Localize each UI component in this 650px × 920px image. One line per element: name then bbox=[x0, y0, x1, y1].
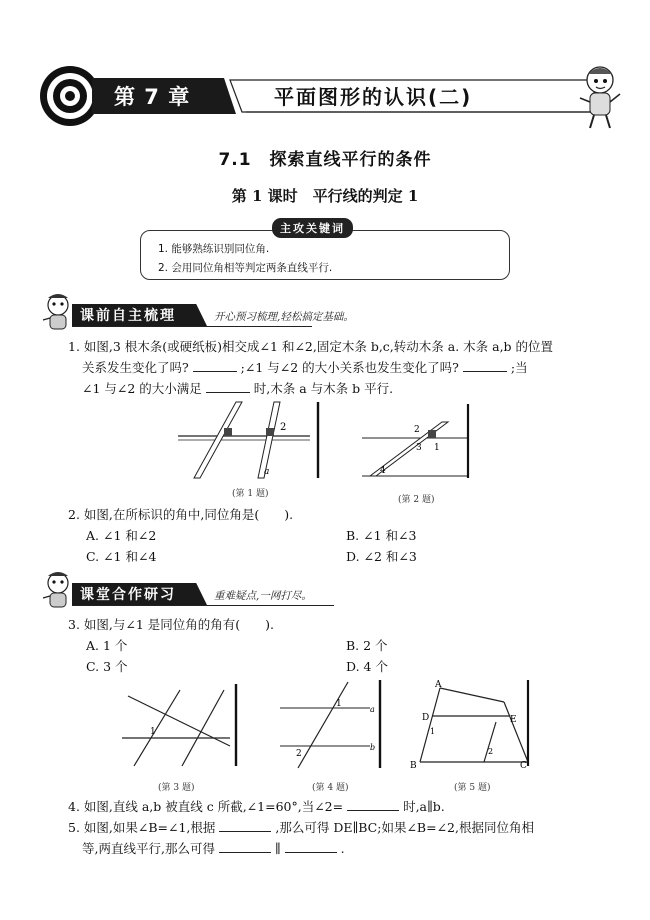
q5-text: ∥ bbox=[274, 841, 281, 856]
keypoint-item: 1. 能够熟练识别同位角. bbox=[158, 243, 270, 255]
part1-underline bbox=[72, 326, 312, 327]
figure-q1 bbox=[176, 400, 326, 480]
figure-label: 1 bbox=[430, 727, 436, 736]
keypoint-item: 2. 会用同位角相等判定两条直线平行. bbox=[158, 262, 333, 274]
q1-line1: 1. 如图,3 根木条(或硬纸板)相交成∠1 和∠2,固定木条 b,c,转动木条 a. 木条 a,b 的位置 bbox=[68, 339, 554, 354]
part2-tagline: 重难疑点,一网打尽。 bbox=[214, 590, 312, 602]
q5-text: ,那么可得 DE∥BC;如果∠B=∠2,根据同位角相 bbox=[275, 820, 534, 835]
option-c[interactable]: C. ∠1 和∠4 bbox=[86, 549, 157, 564]
answer-blank[interactable] bbox=[347, 796, 399, 811]
q2-stem: 2. 如图,在所标识的角中,同位角是( ). bbox=[68, 507, 294, 522]
option-a[interactable]: A. ∠1 和∠2 bbox=[86, 528, 157, 543]
figure-caption: (第 5 题) bbox=[454, 783, 491, 793]
q1-line3 bbox=[82, 378, 393, 400]
q1-text: ;∠1 与∠2 的大小关系也发生变化了吗? bbox=[240, 360, 459, 375]
q4-text: 时,a∥b. bbox=[403, 799, 445, 814]
q4-line bbox=[68, 796, 445, 818]
q5-text: . bbox=[340, 841, 345, 856]
figure-label: B bbox=[410, 761, 417, 770]
q1-text: 关系发生变化了吗? bbox=[82, 360, 189, 375]
figure-label: 2 bbox=[488, 747, 494, 756]
q5-text: 5. 如图,如果∠B=∠1,根据 bbox=[68, 820, 216, 835]
q1-text: 时,木条 a 与木条 b 平行. bbox=[253, 381, 394, 396]
option-c[interactable]: C. 3 个 bbox=[86, 659, 128, 674]
mascot-illustration bbox=[574, 62, 624, 130]
figure-q5 bbox=[404, 678, 534, 770]
q1-text: ∠1 与∠2 的大小满足 bbox=[82, 381, 202, 396]
answer-blank[interactable] bbox=[219, 838, 271, 853]
figure-label: 2 bbox=[296, 749, 302, 759]
option-b[interactable]: B. 2 个 bbox=[346, 638, 388, 653]
option-b[interactable]: B. ∠1 和∠3 bbox=[346, 528, 417, 543]
figure-label: a bbox=[264, 467, 270, 477]
q5-line2 bbox=[82, 838, 345, 860]
figure-label: 1 bbox=[150, 727, 156, 737]
figure-label: E bbox=[510, 715, 517, 725]
section-title: 7.1 探索直线平行的条件 bbox=[218, 150, 432, 170]
figure-label: 1 bbox=[336, 699, 342, 709]
chapter-number: 第 7 章 bbox=[114, 85, 191, 109]
mascot-icon-part1 bbox=[40, 292, 76, 334]
figure-label: 4 bbox=[380, 466, 386, 476]
figure-label: 2 bbox=[414, 425, 420, 435]
figure-label: 3 bbox=[416, 443, 422, 453]
chapter-title: 平面图形的认识(二) bbox=[274, 85, 473, 109]
figure-label: C bbox=[520, 761, 527, 770]
figure-label: a bbox=[370, 705, 375, 714]
keypoints-label: 主攻关键词 bbox=[272, 218, 353, 238]
q1-text: ;当 bbox=[510, 360, 528, 375]
part2-label: 课堂合作研习 bbox=[80, 587, 176, 603]
part2-underline bbox=[72, 605, 334, 606]
figure-label: D bbox=[422, 713, 430, 723]
option-d[interactable]: D. ∠2 和∠3 bbox=[346, 549, 417, 564]
answer-blank[interactable] bbox=[206, 378, 250, 393]
answer-blank[interactable] bbox=[193, 357, 237, 372]
q1-line2 bbox=[82, 357, 528, 379]
bullseye-icon bbox=[40, 66, 100, 126]
chapter-header bbox=[34, 60, 624, 132]
figure-label: A bbox=[435, 680, 442, 690]
answer-blank[interactable] bbox=[285, 838, 337, 853]
figure-q2 bbox=[356, 402, 476, 480]
answer-blank[interactable] bbox=[219, 817, 271, 832]
figure-label: 1 bbox=[434, 443, 440, 453]
figure-caption: (第 2 题) bbox=[398, 495, 435, 505]
part1-tagline: 开心预习梳理,轻松搞定基础。 bbox=[214, 311, 354, 323]
q5-text: 等,两直线平行,那么可得 bbox=[82, 841, 215, 856]
option-d[interactable]: D. 4 个 bbox=[346, 659, 388, 674]
part1-label: 课前自主梳理 bbox=[80, 308, 176, 324]
figure-q3 bbox=[118, 682, 242, 768]
mascot-icon-part2 bbox=[40, 570, 76, 612]
figure-caption: (第 3 题) bbox=[158, 783, 195, 793]
figure-label: 2 bbox=[280, 422, 287, 433]
option-a[interactable]: A. 1 个 bbox=[86, 638, 128, 653]
figure-caption: (第 1 题) bbox=[232, 489, 269, 499]
lesson-title: 第 1 课时 平行线的判定 1 bbox=[231, 187, 419, 205]
q3-stem: 3. 如图,与∠1 是同位角的角有( ). bbox=[68, 617, 275, 632]
figure-label: b bbox=[370, 743, 376, 752]
figure-caption: (第 4 题) bbox=[312, 783, 349, 793]
figure-q4 bbox=[278, 678, 388, 770]
answer-blank[interactable] bbox=[463, 357, 507, 372]
q4-text: 4. 如图,直线 a,b 被直线 c 所截,∠1=60°,当∠2= bbox=[68, 799, 344, 814]
q5-line1 bbox=[68, 817, 534, 839]
